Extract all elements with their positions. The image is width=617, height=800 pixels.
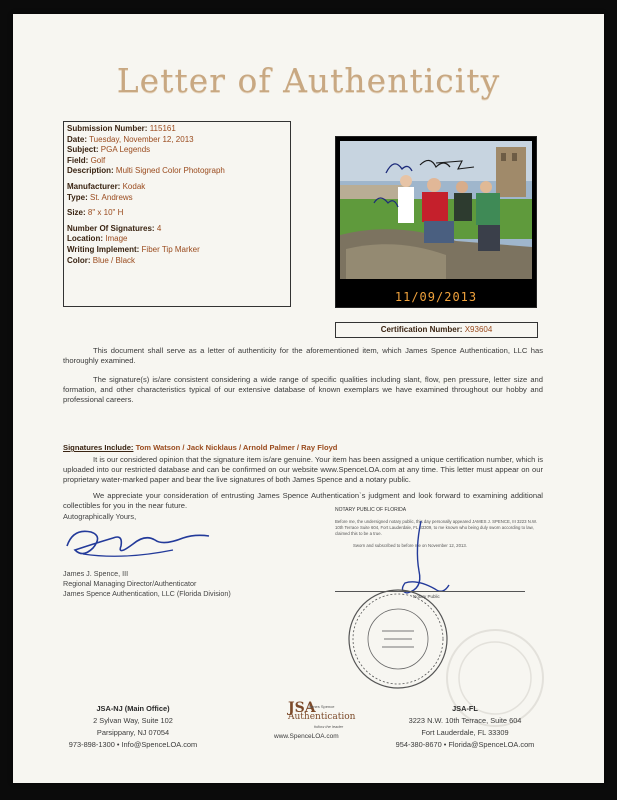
info-row-writing-implement	[67, 245, 290, 256]
info-key: Location:	[67, 234, 103, 244]
signer-title: Regional Managing Director/Authenticator	[63, 579, 197, 588]
jsa-website-link[interactable]: www.SpenceLOA.com	[274, 733, 339, 740]
signatures-value: Tom Watson / Jack Nicklaus / Arnold Palmer / Ray Floyd	[135, 443, 338, 452]
info-row-type	[67, 193, 290, 204]
nj-office-address2: Parsippany, NJ 07054	[96, 728, 170, 737]
info-value: Image	[105, 234, 128, 244]
info-row-subject	[67, 145, 290, 156]
fl-office-address2: Fort Lauderdale, FL 33309	[421, 728, 509, 737]
info-value: 115161	[149, 124, 176, 133]
certification-number-box	[335, 322, 538, 338]
signer-company: James Spence Authentication, LLC (Florida Division)	[63, 589, 231, 598]
info-key: Field:	[67, 155, 89, 165]
info-row-field	[67, 156, 290, 167]
info-row-num-signatures	[67, 224, 290, 235]
golfers-photo-image	[336, 137, 536, 307]
paragraph-consistency: The signature(s) is/are consistent considering a wide range of specific qualities including slant, flow, pen pressure, letter size and formation, and other characteristics typical of our extensive database of known exemplars we have examined throughout our hobby and professional careers.	[63, 375, 543, 405]
info-key: Type:	[67, 192, 88, 202]
item-photo	[335, 136, 537, 308]
jsa-logo	[274, 700, 364, 740]
info-key: Subject:	[67, 145, 99, 155]
info-key: Manufacturer:	[67, 181, 121, 191]
jsa-logo-subtitle: James Spence	[308, 704, 335, 709]
footer-nj-office	[33, 703, 233, 751]
info-key: Size:	[67, 208, 86, 218]
info-key: Description:	[67, 166, 114, 176]
info-value: PGA Legends	[100, 145, 151, 155]
jsa-logo-tagline: follow the leader	[314, 724, 344, 729]
jsa-logo-mark: JSA	[288, 700, 316, 716]
paragraph-opinion: It is our considered opinion that the signature item is/are genuine. Your item has been assigned a unique certification number, which is uploaded into our restricted database and can be confirmed on our website www.SpenceLOA.com at any time. This letter must appear on our proprietary water-marked paper and bear the live signatures of both James Spence and a notary public.	[63, 455, 543, 485]
info-key: Color:	[67, 255, 91, 265]
info-row-size	[67, 208, 290, 219]
spence-signature-image	[63, 514, 213, 564]
info-value: Golf	[90, 155, 106, 165]
notary-line-label: Notary Public	[413, 594, 440, 599]
info-value: Kodak	[122, 181, 146, 191]
paragraph-appreciation: We appreciate your consideration of entrusting James Spence Authentication`s judgment and look forward to examining additional collectibles for you in the near future.	[63, 491, 543, 511]
info-row-location	[67, 234, 290, 245]
info-value: St. Andrews	[89, 192, 133, 202]
fl-office-contact: 954-380-8670 • Florida@SpenceLOA.com	[395, 740, 535, 749]
info-row-date	[67, 135, 290, 146]
footer-fl-office	[365, 703, 565, 751]
info-value: 4	[156, 223, 162, 233]
nj-office-address1: 2 Sylvan Way, Suite 102	[93, 716, 173, 725]
signer-name: James J. Spence, III	[63, 569, 129, 578]
letter-title: Letter of Authenticity	[116, 61, 501, 100]
jsa-logo-authentication: Authentication	[288, 712, 356, 722]
photo-date-stamp: 11/09/2013	[394, 290, 478, 304]
certification-value: X93604	[464, 325, 493, 334]
info-value: Blue / Black	[92, 255, 136, 265]
signer-block	[63, 569, 231, 599]
info-row-submission	[67, 124, 290, 135]
info-key: Submission Number:	[67, 124, 148, 133]
info-row-description	[67, 166, 290, 177]
info-key: Date:	[67, 134, 88, 144]
item-info-box	[63, 121, 291, 307]
info-value: Multi Signed Color Photograph	[115, 166, 225, 176]
fl-office-heading: JSA-FL	[452, 704, 478, 713]
info-key: Writing Implement:	[67, 244, 140, 254]
nj-office-heading: JSA-NJ (Main Office)	[96, 704, 170, 713]
letter-paper	[13, 14, 604, 783]
info-key: Number Of Signatures:	[67, 223, 155, 233]
info-value: 8" x 10" H	[87, 208, 124, 218]
notary-seal-image	[346, 587, 456, 697]
info-row-color	[67, 256, 290, 267]
notary-text: Before me, the undersigned notary public, this day personally appeared JAMES J. SPENCE, III 3223 N.W. 10th Terrace Suite 604, Fort Lauderdale, FL 33309, to me known who being duly sworn according to law, claimed this to be a true.	[335, 519, 538, 536]
info-value: Tuesday, November 12, 2013	[89, 134, 194, 144]
signatures-include	[63, 443, 337, 452]
info-row-manufacturer	[67, 182, 290, 193]
certification-label: Certification Number:	[380, 325, 463, 334]
nj-office-contact: 973-898-1300 • Info@SpenceLOA.com	[68, 740, 198, 749]
fl-office-address1: 3223 N.W. 10th Terrace, Suite 604	[408, 716, 522, 725]
signatures-label: Signatures Include:	[63, 443, 134, 452]
info-value: Fiber Tip Marker	[141, 244, 200, 254]
closing-salutation: Autographically Yours,	[63, 512, 137, 521]
notary-heading: NOTARY PUBLIC OF FLORIDA	[335, 507, 407, 513]
notary-sworn: Sworn and subscribed to before me on November 12, 2013.	[353, 543, 467, 548]
paragraph-intro: This document shall serve as a letter of authenticity for the aforementioned item, which James Spence Authentication, LLC has thoroughly examined.	[63, 346, 543, 366]
